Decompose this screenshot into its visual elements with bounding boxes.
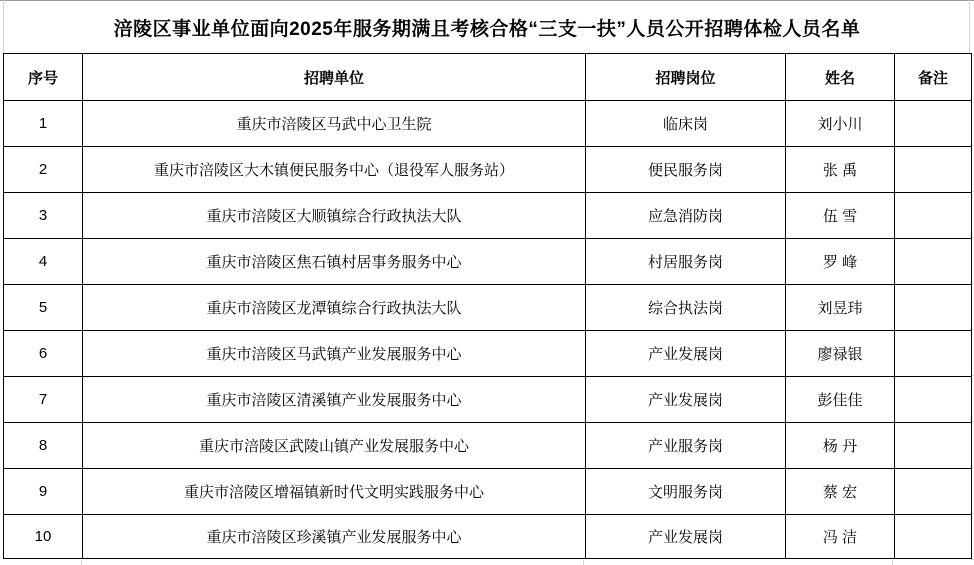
cell-unit: 重庆市涪陵区大木镇便民服务中心（退役军人服务站）	[83, 147, 586, 193]
cell-remark	[895, 469, 972, 515]
cell-remark	[895, 147, 972, 193]
cell-unit: 重庆市涪陵区增福镇新时代文明实践服务中心	[83, 469, 586, 515]
page-top-border	[0, 0, 974, 1]
cell-unit: 重庆市涪陵区马武镇产业发展服务中心	[83, 331, 586, 377]
cell-position: 文明服务岗	[586, 469, 786, 515]
cell-position: 村居服务岗	[586, 239, 786, 285]
cell-unit: 重庆市涪陵区焦石镇村居事务服务中心	[83, 239, 586, 285]
cell-no: 4	[4, 239, 83, 285]
cell-name: 伍 雪	[786, 193, 895, 239]
header-no: 序号	[4, 54, 83, 101]
cell-name: 冯 洁	[786, 515, 895, 559]
faint-gridline-tick-bottom	[892, 560, 893, 565]
cell-unit: 重庆市涪陵区马武中心卫生院	[83, 101, 586, 147]
cell-position: 产业发展岗	[586, 515, 786, 559]
table-row	[4, 469, 972, 515]
cell-name: 蔡 宏	[786, 469, 895, 515]
cell-name: 张 禹	[786, 147, 895, 193]
cell-unit: 重庆市涪陵区武陵山镇产业发展服务中心	[83, 423, 586, 469]
table-row	[4, 423, 972, 469]
cell-unit: 重庆市涪陵区大顺镇综合行政执法大队	[83, 193, 586, 239]
table-row	[4, 101, 972, 147]
cell-position: 临床岗	[586, 101, 786, 147]
cell-position: 产业服务岗	[586, 423, 786, 469]
table-row	[4, 515, 972, 559]
faint-gridline-tick-bottom	[583, 560, 584, 565]
header-unit: 招聘单位	[83, 54, 586, 101]
header-name: 姓名	[786, 54, 895, 101]
cell-no: 2	[4, 147, 83, 193]
cell-unit: 重庆市涪陵区龙潭镇综合行政执法大队	[83, 285, 586, 331]
table-row	[4, 377, 972, 423]
cell-position: 综合执法岗	[586, 285, 786, 331]
cell-no: 10	[4, 515, 83, 559]
cell-remark	[895, 377, 972, 423]
cell-name: 彭佳佳	[786, 377, 895, 423]
faint-gridline-tick-bottom	[81, 560, 82, 565]
cell-no: 8	[4, 423, 83, 469]
cell-no: 3	[4, 193, 83, 239]
cell-no: 7	[4, 377, 83, 423]
cell-remark	[895, 331, 972, 377]
page-title: 涪陵区事业单位面向2025年服务期满且考核合格“三支一扶”人员公开招聘体检人员名单	[113, 19, 861, 40]
cell-remark	[895, 515, 972, 559]
cell-position: 产业发展岗	[586, 331, 786, 377]
cell-position: 便民服务岗	[586, 147, 786, 193]
header-remark: 备注	[895, 54, 972, 101]
cell-no: 1	[4, 101, 83, 147]
cell-name: 刘小川	[786, 101, 895, 147]
cell-name: 廖禄银	[786, 331, 895, 377]
cell-name: 罗 峰	[786, 239, 895, 285]
header-position: 招聘岗位	[586, 54, 786, 101]
cell-remark	[895, 193, 972, 239]
table-row	[4, 239, 972, 285]
cell-name: 杨 丹	[786, 423, 895, 469]
cell-position: 应急消防岗	[586, 193, 786, 239]
table-header-row	[4, 54, 972, 101]
cell-remark	[895, 101, 972, 147]
cell-position: 产业发展岗	[586, 377, 786, 423]
cell-remark	[895, 239, 972, 285]
cell-unit: 重庆市涪陵区清溪镇产业发展服务中心	[83, 377, 586, 423]
cell-name: 刘昱玮	[786, 285, 895, 331]
table-row	[4, 285, 972, 331]
cell-no: 9	[4, 469, 83, 515]
cell-no: 6	[4, 331, 83, 377]
cell-remark	[895, 285, 972, 331]
table-row	[4, 147, 972, 193]
cell-unit: 重庆市涪陵区珍溪镇产业发展服务中心	[83, 515, 586, 559]
cell-no: 5	[4, 285, 83, 331]
recruitment-exam-table	[3, 53, 972, 559]
cell-remark	[895, 423, 972, 469]
table-row	[4, 331, 972, 377]
table-row	[4, 193, 972, 239]
